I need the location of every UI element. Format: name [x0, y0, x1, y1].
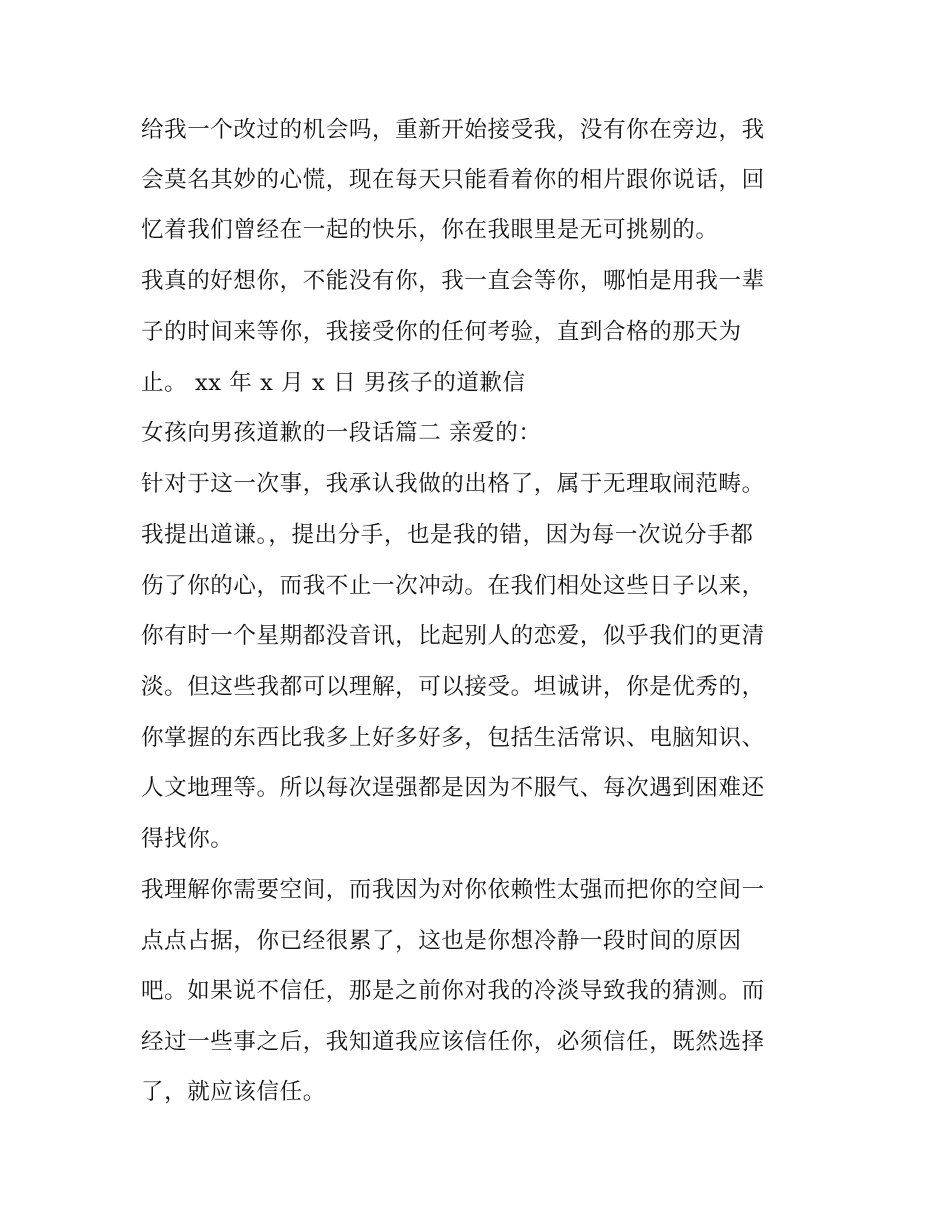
text-line: 忆着我们曾经在一起的快乐，你在我眼里是无可挑剔的。 [141, 217, 719, 243]
text-line: 针对于这一次事，我承认我做的出格了，属于无理取闹范畴。 [141, 471, 765, 497]
text-line: 了，就应该信任。 [141, 1079, 326, 1105]
text-line: 止。 xx 年 x 月 x 日 男孩子的道歉信 [141, 370, 526, 396]
text-line: 伤了你的心，而我不止一次冲动。在我们相处这些日子以来， [141, 573, 765, 599]
text-line: 我理解你需要空间，而我因为对你依赖性太强而把你的空间一 [141, 877, 765, 903]
text-line: 吧。如果说不信任，那是之前你对我的冷淡导致我的猜测。而 [141, 978, 765, 1004]
text-line: 经过一些事之后，我知道我应该信任你，必须信任，既然选择 [141, 1029, 765, 1055]
text-line: 你掌握的东西比我多上好多好多，包括生活常识、电脑知识、 [141, 725, 765, 751]
text-line: 我真的好想你，不能没有你，我一直会等你，哪怕是用我一辈 [141, 268, 765, 294]
text-line: 你有时一个星期都没音讯，比起别人的恋爱，似乎我们的更清 [141, 623, 765, 649]
text-line: 点点占据，你已经很累了，这也是你想冷静一段时间的原因 [141, 928, 742, 954]
text-line: 淡。但这些我都可以理解，可以接受。坦诚讲，你是优秀的， [141, 674, 765, 700]
text-line: 会莫名其妙的心慌，现在每天只能看着你的相片跟你说话，回 [141, 167, 765, 193]
section-heading: 女孩向男孩道歉的一段话篇二 亲爱的： [141, 420, 542, 446]
text-line: 我提出道谦。，提出分手，也是我的错，因为每一次说分手都 [141, 522, 754, 548]
text-line: 给我一个改过的机会吗，重新开始接受我，没有你在旁边，我 [141, 117, 765, 143]
text-line: 得找你。 [141, 826, 234, 852]
text-line: 子的时间来等你，我接受你的任何考验，直到合格的那天为 [141, 319, 742, 345]
text-line: 人文地理等。所以每次逞强都是因为不服气、每次遇到困难还 [141, 775, 765, 801]
